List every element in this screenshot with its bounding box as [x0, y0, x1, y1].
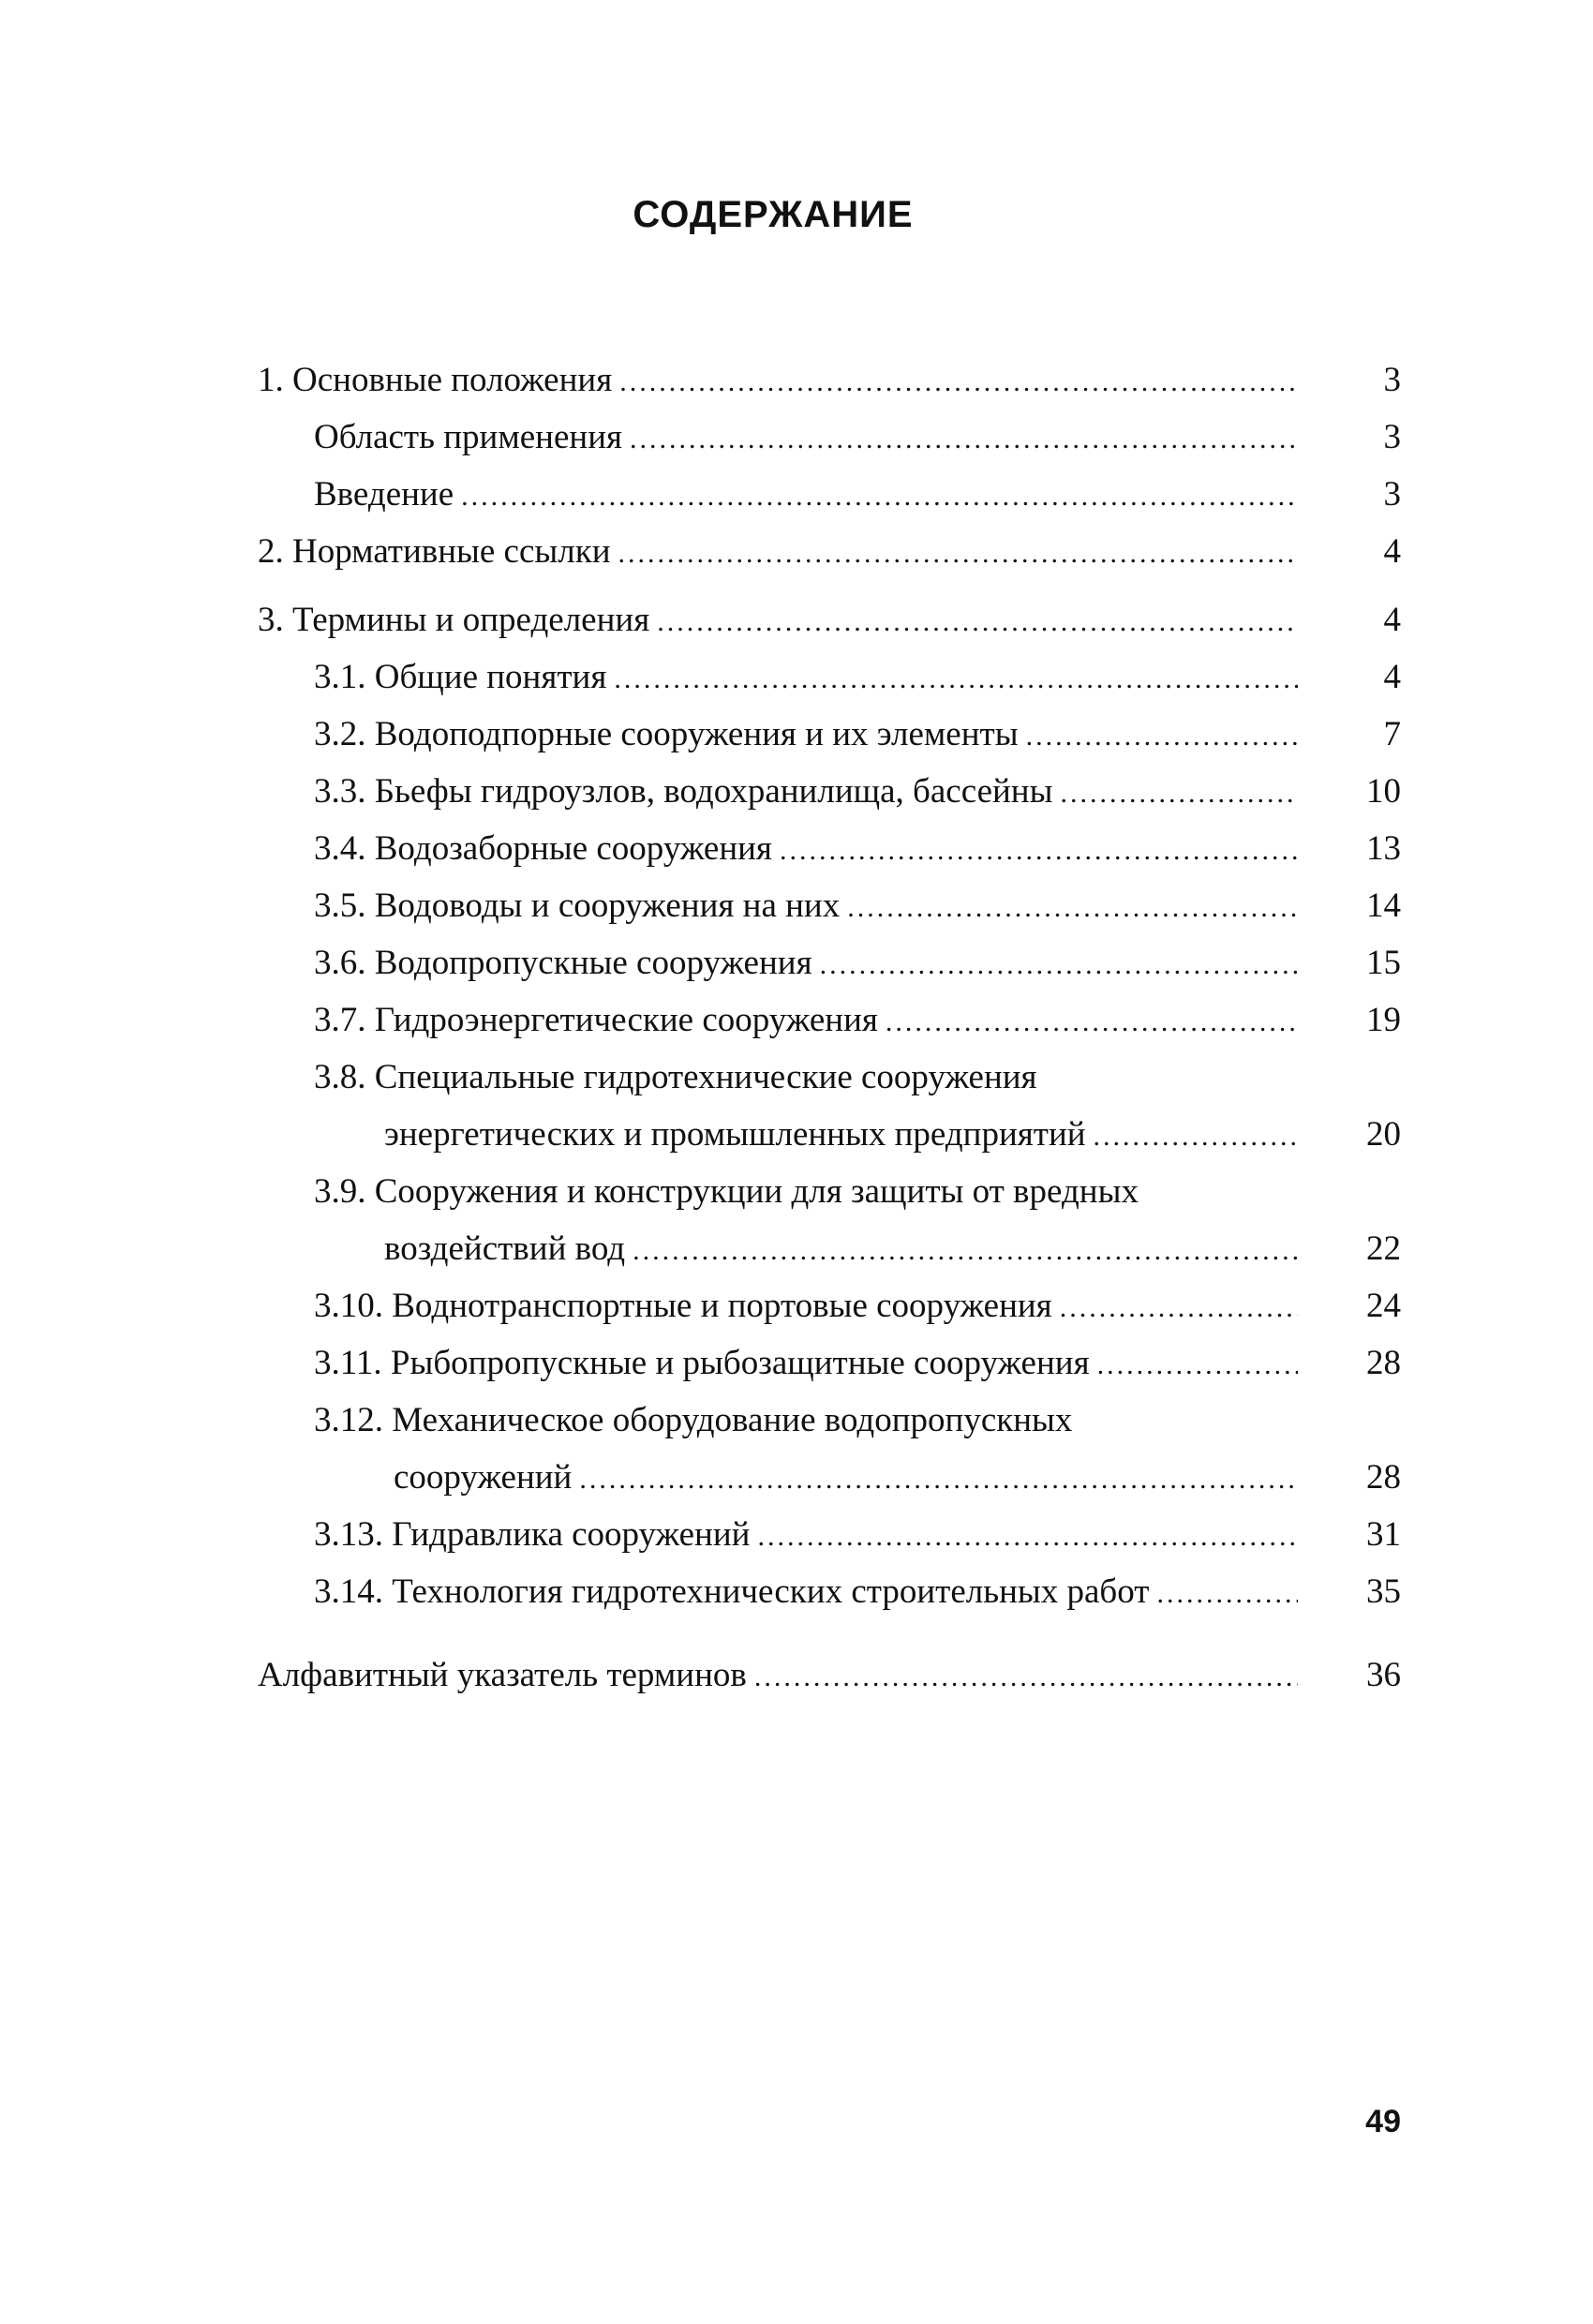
toc-entry-title: Область применения — [314, 418, 623, 456]
toc-entry-title: 3.8. Специальные гидротехнические сооружения — [314, 1058, 1037, 1096]
toc-page-number: 3 — [1383, 361, 1401, 399]
toc-entry-title: 3.14. Технология гидротехнических строительных работ — [314, 1572, 1150, 1611]
toc-entry-title: воздействий вод — [384, 1229, 626, 1268]
toc-row — [258, 991, 1401, 1049]
toc-row — [258, 1563, 1401, 1620]
page-title: СОДЕРЖАНИЕ — [633, 194, 914, 235]
toc-row — [258, 1220, 1401, 1277]
toc-row — [258, 1277, 1401, 1334]
dot-leader — [757, 1508, 1298, 1565]
toc-row — [258, 1163, 1401, 1220]
toc-entry-title: Алфавитный указатель терминов — [258, 1656, 747, 1694]
toc-page-number: 20 — [1366, 1115, 1401, 1154]
toc-page-number: 4 — [1383, 601, 1401, 639]
toc-page-number: 4 — [1383, 658, 1401, 696]
toc-entry-title: 2. Нормативные ссылки — [258, 532, 611, 571]
toc-entry-title: 3.2. Водоподпорные сооружения и их элементы — [314, 715, 1019, 753]
toc-row — [258, 877, 1401, 934]
toc-entry-title: 3. Термины и определения — [258, 601, 650, 639]
toc-page-number: 13 — [1366, 829, 1401, 868]
dot-leader — [1026, 708, 1298, 765]
toc-entry-title: 3.6. Водопропускные сооружения — [314, 944, 812, 982]
dot-leader — [1060, 765, 1298, 822]
toc-entry-title: 3.13. Гидравлика сооружений — [314, 1515, 751, 1554]
toc-page-number: 3 — [1383, 475, 1401, 514]
dot-leader — [579, 1451, 1298, 1508]
toc-page-number: 15 — [1366, 944, 1401, 982]
dot-leader — [1094, 1108, 1298, 1165]
table-of-contents — [258, 351, 1401, 1704]
toc-entry-title: сооружений — [394, 1458, 573, 1497]
toc-page-number: 35 — [1366, 1572, 1401, 1611]
page-number: 49 — [1365, 2104, 1401, 2139]
toc-row — [258, 523, 1401, 580]
toc-entry-title: 3.7. Гидроэнергетические сооружения — [314, 1001, 878, 1039]
toc-page-number: 3 — [1383, 418, 1401, 456]
toc-page-number: 10 — [1366, 772, 1401, 811]
toc-row — [258, 351, 1401, 409]
toc-entry-title: 1. Основные положения — [258, 361, 613, 399]
toc-page-number: 31 — [1366, 1515, 1401, 1554]
toc-page-number: 22 — [1366, 1229, 1401, 1268]
dot-leader — [820, 936, 1298, 993]
toc-entry-title: энергетических и промышленных предприятий — [384, 1115, 1086, 1154]
toc-page-number: 28 — [1366, 1458, 1401, 1497]
dot-leader — [754, 1648, 1298, 1706]
dot-leader — [461, 468, 1298, 525]
dot-leader — [1097, 1336, 1298, 1393]
toc-page-number: 4 — [1383, 532, 1401, 571]
toc-row — [258, 1392, 1401, 1449]
toc-row — [258, 648, 1401, 706]
toc-row — [258, 1049, 1401, 1106]
toc-row — [258, 1506, 1401, 1563]
toc-entry-title: 3.3. Бьефы гидроузлов, водохранилища, бассейны — [314, 772, 1053, 811]
toc-row — [258, 934, 1401, 991]
toc-entry-title: 3.10. Воднотранспортные и портовые сооружения — [314, 1287, 1052, 1325]
dot-leader — [657, 593, 1298, 650]
toc-page-number: 36 — [1366, 1656, 1401, 1694]
toc-entry-title: 3.12. Механическое оборудование водопропускных — [314, 1401, 1073, 1439]
dot-leader — [847, 879, 1298, 936]
toc-row — [258, 1449, 1401, 1506]
toc-row — [258, 1334, 1401, 1392]
toc-entry-title: Введение — [314, 475, 454, 514]
dot-leader — [886, 993, 1298, 1050]
toc-page-number: 28 — [1366, 1344, 1401, 1382]
dot-leader — [1156, 1565, 1298, 1622]
toc-page-number: 24 — [1366, 1287, 1401, 1325]
toc-row — [258, 1106, 1401, 1163]
toc-row — [258, 763, 1401, 820]
toc-entry-title: 3.1. Общие понятия — [314, 658, 607, 696]
toc-page-number: 7 — [1383, 715, 1401, 753]
toc-page-number: 19 — [1366, 1001, 1401, 1039]
toc-row — [258, 706, 1401, 763]
toc-row — [258, 591, 1401, 648]
toc-row — [258, 409, 1401, 466]
dot-leader — [619, 353, 1298, 410]
dot-leader — [618, 525, 1298, 582]
toc-row — [258, 820, 1401, 877]
dot-leader — [633, 1222, 1298, 1279]
toc-entry-title: 3.4. Водозаборные сооружения — [314, 829, 772, 868]
toc-page-number: 14 — [1366, 886, 1401, 925]
toc-entry-title: 3.11. Рыбопропускные и рыбозащитные сооружения — [314, 1344, 1090, 1382]
dot-leader — [1060, 1279, 1298, 1336]
toc-row — [258, 466, 1401, 523]
toc-row — [258, 1646, 1401, 1704]
toc-entry-title: 3.5. Водоводы и сооружения на них — [314, 886, 841, 925]
dot-leader — [630, 410, 1298, 468]
dot-leader — [780, 822, 1298, 879]
toc-entry-title: 3.9. Сооружения и конструкции для защиты от вредных — [314, 1172, 1139, 1211]
dot-leader — [614, 650, 1298, 708]
